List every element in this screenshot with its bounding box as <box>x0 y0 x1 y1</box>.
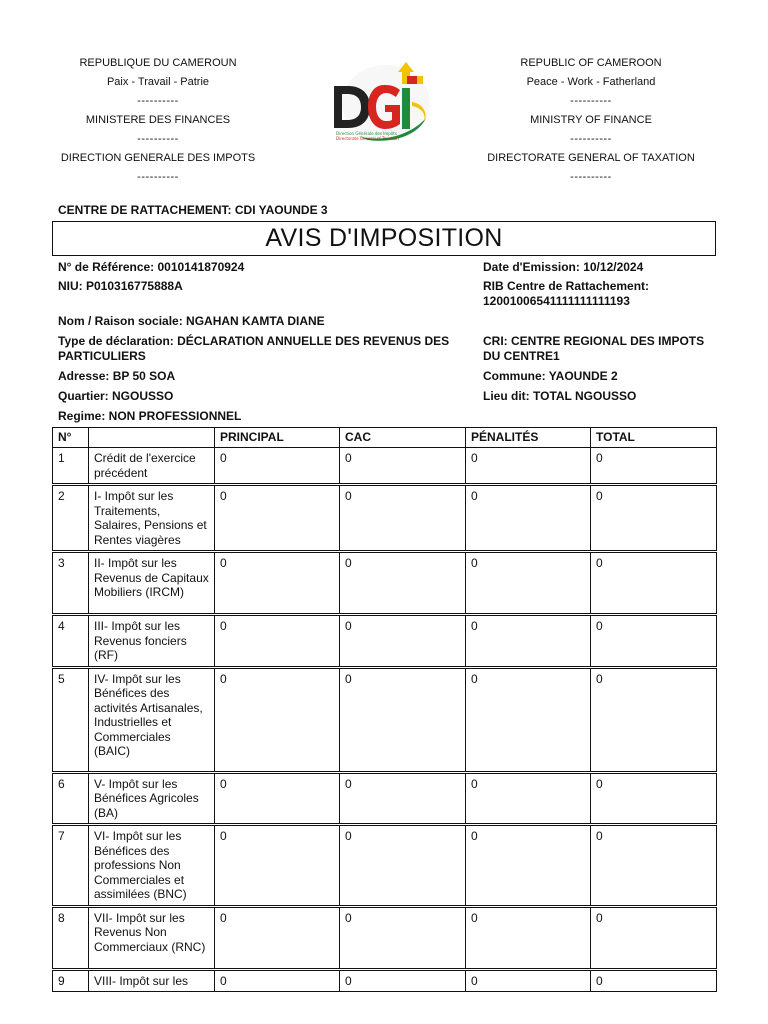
table-row <box>53 448 717 484</box>
row-total: 0 <box>591 826 717 906</box>
table-row <box>53 970 717 992</box>
lieu-dit: Lieu dit: TOTAL NGOUSSO <box>483 389 637 403</box>
row-principal: 0 <box>215 773 340 824</box>
ministry-en: MINISTRY OF FINANCE <box>530 114 652 126</box>
row-total: 0 <box>591 616 717 667</box>
table-row <box>53 773 717 824</box>
row-principal: 0 <box>215 553 340 614</box>
row-label: IV- Impôt sur les Bénéfices des activités Artisanales, Industrielles et Commerciales (BAIC) <box>89 668 215 771</box>
row-total: 0 <box>591 553 717 614</box>
row-number: 2 <box>53 486 89 551</box>
row-label: III- Impôt sur les Revenus fonciers (RF) <box>89 616 215 667</box>
table-row <box>53 668 717 771</box>
row-total: 0 <box>591 448 717 484</box>
row-penalites: 0 <box>466 486 591 551</box>
separator: ---------- <box>137 133 179 145</box>
logo-subtitle-en: Directorate General of Taxation <box>336 136 399 141</box>
table-row <box>53 486 717 551</box>
row-total: 0 <box>591 486 717 551</box>
header-left-block <box>48 54 268 187</box>
separator: ---------- <box>137 95 179 107</box>
row-penalites: 0 <box>466 826 591 906</box>
row-cac: 0 <box>340 448 466 484</box>
row-penalites: 0 <box>466 668 591 771</box>
row-principal: 0 <box>215 486 340 551</box>
row-number: 8 <box>53 907 89 968</box>
separator: ---------- <box>570 133 612 145</box>
row-label: V- Impôt sur les Bénéfices Agricoles (BA) <box>89 773 215 824</box>
rib-value: 12001006541111111111193 <box>483 293 630 308</box>
table-row <box>53 616 717 667</box>
row-cac: 0 <box>340 970 466 992</box>
row-principal: 0 <box>215 616 340 667</box>
country-fr: REPUBLIQUE DU CAMEROUN <box>79 57 237 69</box>
row-penalites: 0 <box>466 616 591 667</box>
header-cac: CAC <box>340 428 466 448</box>
row-total: 0 <box>591 773 717 824</box>
row-number: 4 <box>53 616 89 667</box>
country-en: REPUBLIC OF CAMEROON <box>520 57 662 69</box>
separator: ---------- <box>570 95 612 107</box>
row-label: VI- Impôt sur les Bénéfices des professions Non Commerciales et assimilées (BNC) <box>89 826 215 906</box>
table-row <box>53 907 717 968</box>
row-principal: 0 <box>215 826 340 906</box>
header-total: TOTAL <box>591 428 717 448</box>
document-title: AVIS D'IMPOSITION <box>52 221 716 256</box>
row-penalites: 0 <box>466 553 591 614</box>
row-number: 5 <box>53 668 89 771</box>
quartier: Quartier: NGOUSSO <box>58 389 174 403</box>
header-label <box>89 428 215 448</box>
row-number: 3 <box>53 553 89 614</box>
motto-fr: Paix - Travail - Patrie <box>106 76 210 88</box>
table-row <box>53 553 717 614</box>
row-label: I- Impôt sur les Traitements, Salaires, Pensions et Rentes viagères <box>89 486 215 551</box>
row-penalites: 0 <box>466 773 591 824</box>
row-penalites: 0 <box>466 907 591 968</box>
reference-number: N° de Référence: 0010141870924 <box>58 260 245 274</box>
row-total: 0 <box>591 907 717 968</box>
direction-fr: DIRECTION GENERALE DES IMPOTS <box>60 152 256 164</box>
row-label: Crédit de l'exercice précédent <box>89 448 215 484</box>
logo-subtitle: Direction Générale des Impôts <box>336 131 397 136</box>
taxpayer-name: Nom / Raison sociale: NGAHAN KAMTA DIANE <box>58 314 325 328</box>
row-principal: 0 <box>215 448 340 484</box>
dgi-logo <box>328 58 432 144</box>
header-right-block <box>481 54 701 187</box>
row-label: VIII- Impôt sur les <box>89 970 215 992</box>
table-row <box>53 826 717 906</box>
rib-label: RIB Centre de Rattachement: <box>483 279 650 293</box>
direction-en: DIRECTORATE GENERAL OF TAXATION <box>487 152 695 164</box>
row-penalites: 0 <box>466 448 591 484</box>
declaration-type: Type de déclaration: DÉCLARATION ANNUELLE DES REVENUS DES PARTICULIERS <box>58 334 450 363</box>
centre-rattachement: CENTRE DE RATTACHEMENT: CDI YAOUNDE 3 <box>58 203 328 217</box>
emission-date: Date d'Emission: 10/12/2024 <box>483 260 644 274</box>
cri: CRI: CENTRE REGIONAL DES IMPOTS DU CENTRE1 <box>483 334 705 363</box>
row-number: 9 <box>53 970 89 992</box>
commune: Commune: YAOUNDE 2 <box>483 369 618 383</box>
header-number: N° <box>53 428 89 448</box>
row-total: 0 <box>591 668 717 771</box>
row-cac: 0 <box>340 826 466 906</box>
row-label: VII- Impôt sur les Revenus Non Commerciaux (RNC) <box>89 907 215 968</box>
row-cac: 0 <box>340 486 466 551</box>
row-principal: 0 <box>215 970 340 992</box>
regime: Regime: NON PROFESSIONNEL <box>58 409 242 423</box>
header-principal: PRINCIPAL <box>215 428 340 448</box>
separator: ---------- <box>137 171 179 183</box>
ministry-fr: MINISTERE DES FINANCES <box>85 114 231 126</box>
header-penalites: PÉNALITÉS <box>466 428 591 448</box>
row-principal: 0 <box>215 907 340 968</box>
separator: ---------- <box>570 171 612 183</box>
row-cac: 0 <box>340 553 466 614</box>
row-total: 0 <box>591 970 717 992</box>
row-cac: 0 <box>340 616 466 667</box>
row-cac: 0 <box>340 773 466 824</box>
motto-en: Peace - Work - Fatherland <box>526 76 656 88</box>
row-principal: 0 <box>215 668 340 771</box>
row-label: II- Impôt sur les Revenus de Capitaux Mobiliers (IRCM) <box>89 553 215 614</box>
row-cac: 0 <box>340 668 466 771</box>
address: Adresse: BP 50 SOA <box>58 369 176 383</box>
dgi-logo-icon <box>328 58 432 144</box>
tax-table <box>52 427 717 992</box>
niu: NIU: P010316775888A <box>58 279 183 293</box>
row-number: 1 <box>53 448 89 484</box>
row-cac: 0 <box>340 907 466 968</box>
table-header-row <box>53 428 717 448</box>
row-penalites: 0 <box>466 970 591 992</box>
row-number: 7 <box>53 826 89 906</box>
row-number: 6 <box>53 773 89 824</box>
